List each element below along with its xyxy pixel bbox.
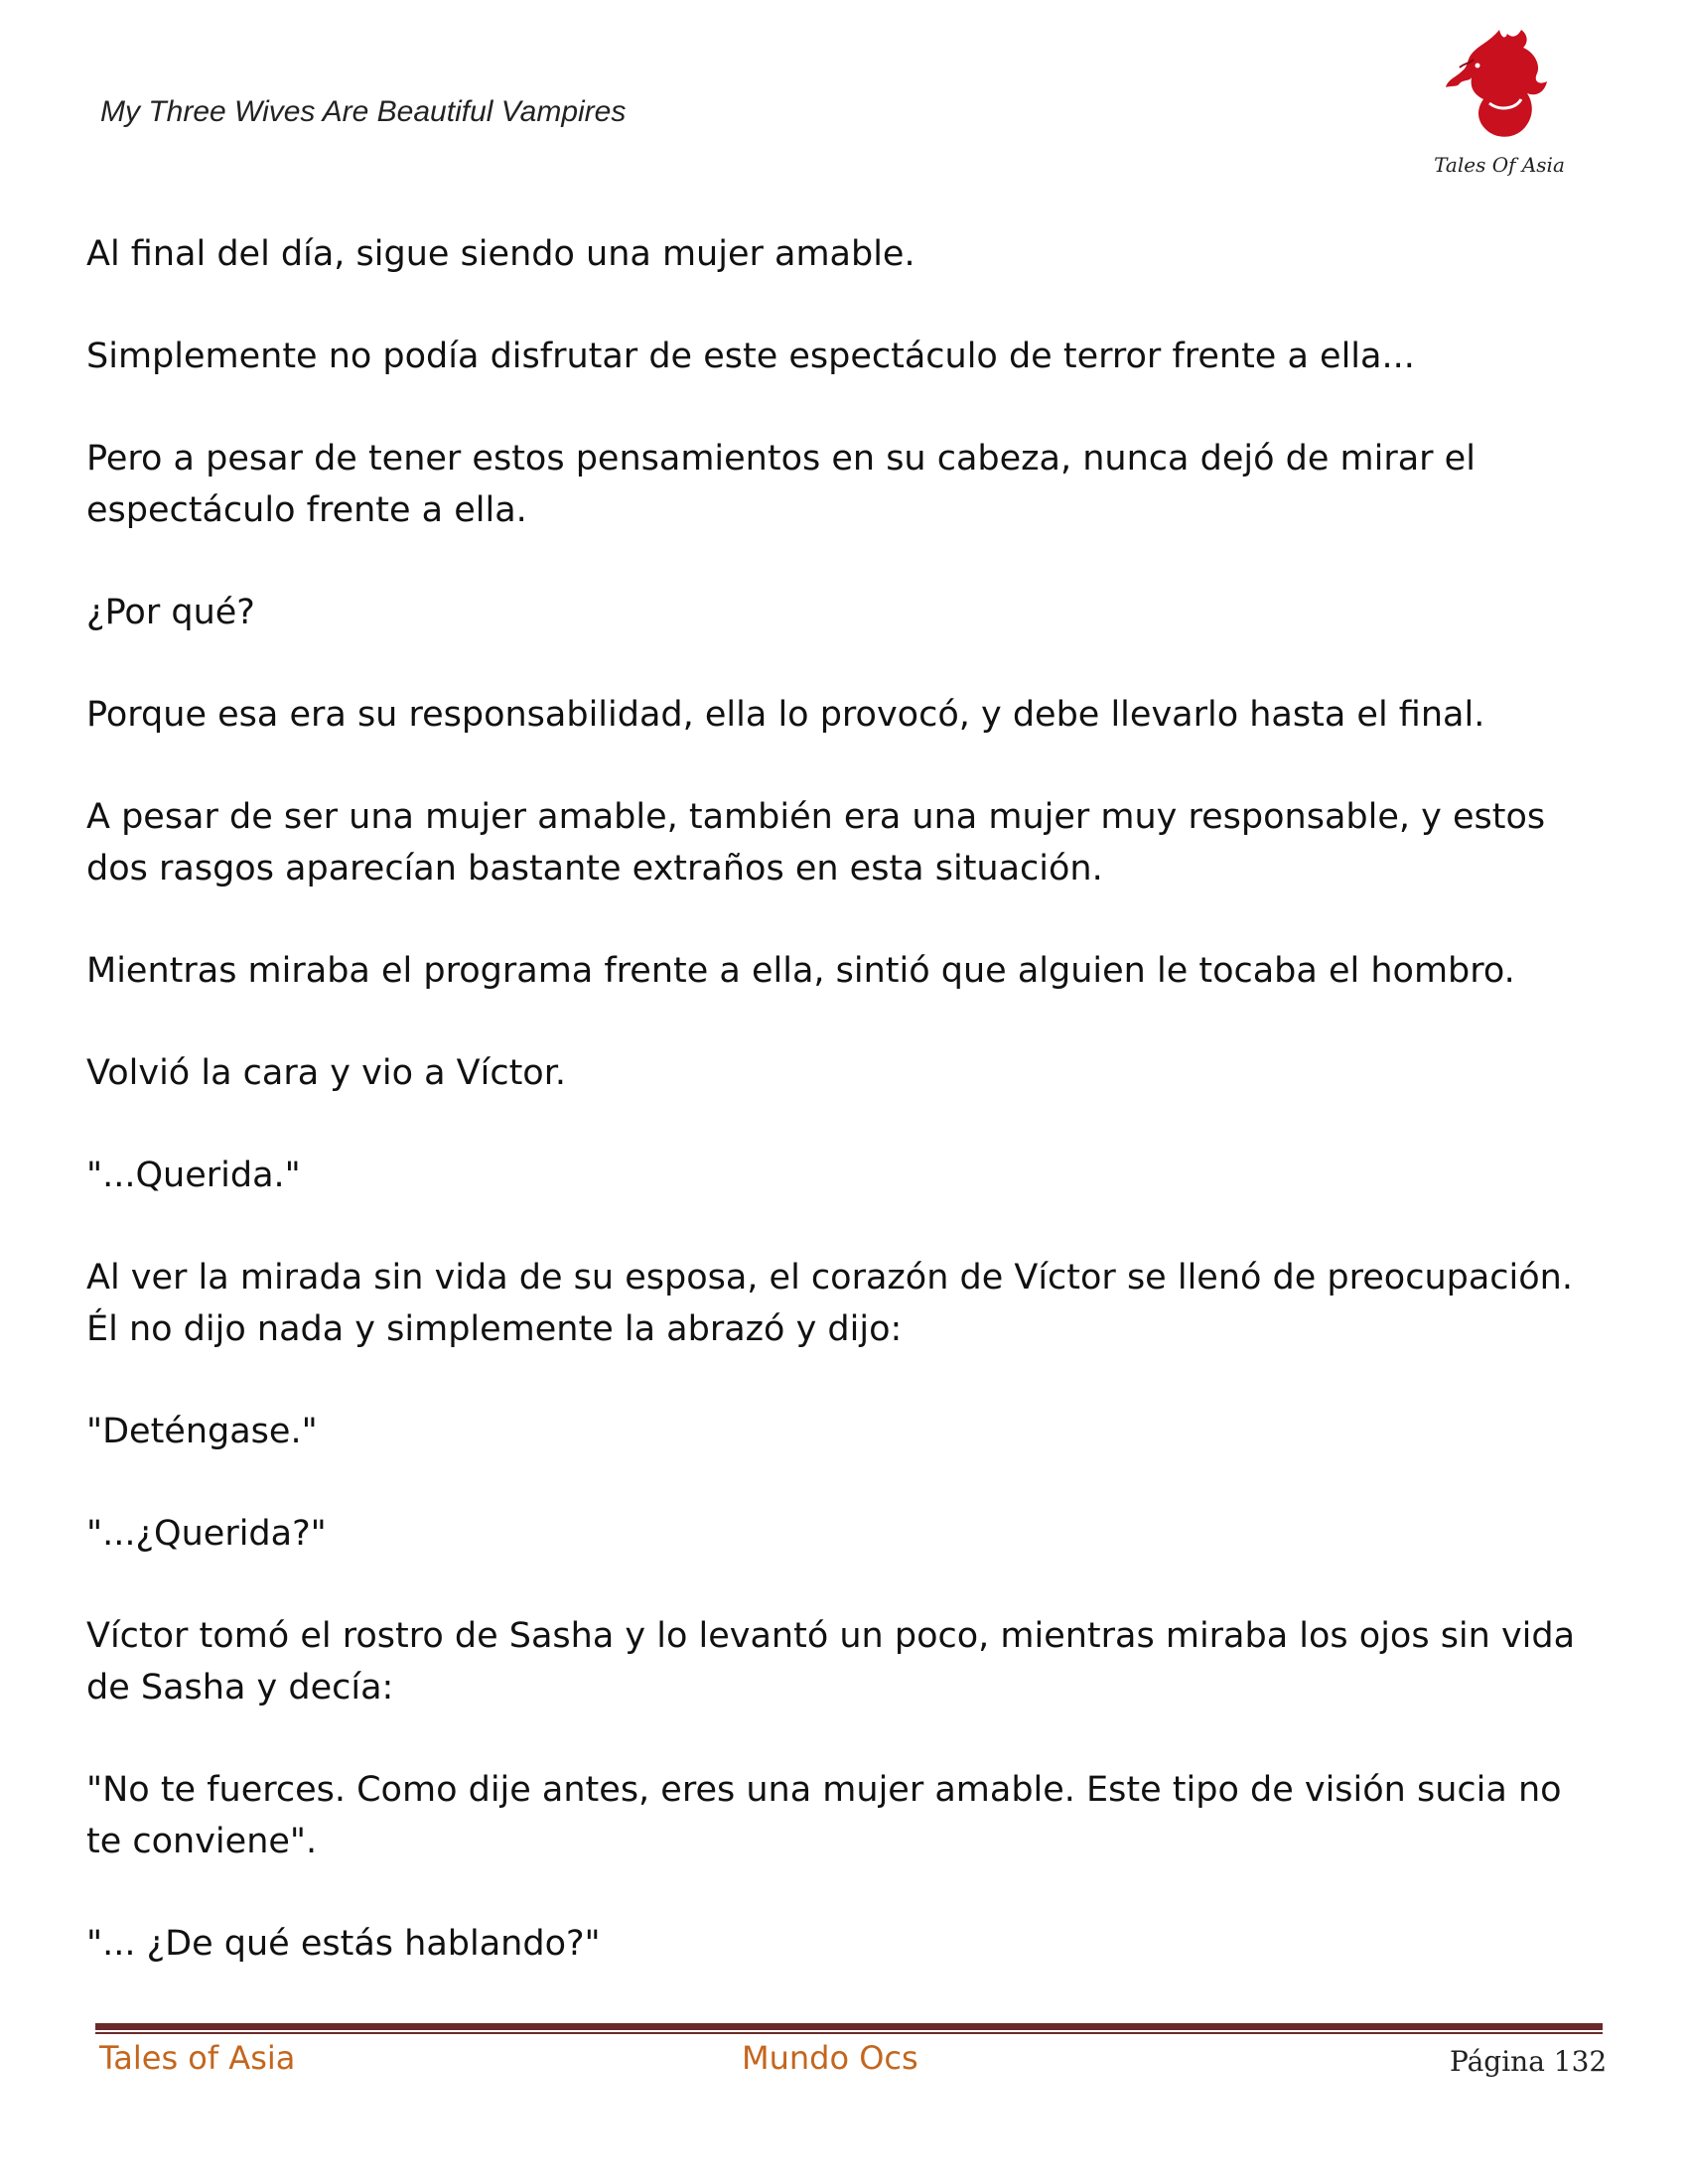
paragraph: Pero a pesar de tener estos pensamientos en su cabeza, nunca dejó de mirar el espectáculo frente a ella. (86, 439, 1476, 530)
footer-divider (95, 2023, 1603, 2035)
footer-translator: Mundo Ocs (742, 2039, 918, 2077)
document-header-title: My Three Wives Are Beautiful Vampires (100, 95, 627, 128)
paragraph: Al ver la mirada sin vida de su esposa, el corazón de Víctor se llenó de preocupación. Él no dijo nada y simplemente la abrazó y dijo: (86, 1258, 1573, 1349)
page-body (86, 228, 1606, 2020)
dragon-icon (1430, 22, 1569, 151)
dragon-logo (1430, 22, 1569, 181)
paragraph: Porque esa era su responsabilidad, ella lo provocó, y debe llevarlo hasta el final. (86, 695, 1485, 735)
paragraph: Mientras miraba el programa frente a ella, sintió que alguien le tocaba el hombro. (86, 951, 1515, 991)
paragraph: Al final del día, sigue siendo una mujer amable. (86, 234, 915, 274)
paragraph: A pesar de ser una mujer amable, también era una mujer muy responsable, y estos dos rasgos aparecían bastante extraños en esta situación. (86, 797, 1546, 888)
footer-publisher: Tales of Asia (99, 2039, 296, 2077)
paragraph: "...Querida." (86, 1156, 301, 1195)
paragraph: "No te fuerces. Como dije antes, eres una mujer amable. Este tipo de visión sucia no te conviene". (86, 1770, 1562, 1861)
logo-caption: Tales Of Asia (1434, 153, 1565, 177)
paragraph: "...¿Querida?" (86, 1514, 327, 1554)
paragraph: ¿Por qué? (86, 593, 255, 632)
paragraph: Simplemente no podía disfrutar de este espectáculo de terror frente a ella... (86, 337, 1415, 376)
paragraph: Volvió la cara y vio a Víctor. (86, 1053, 567, 1093)
paragraph: "... ¿De qué estás hablando?" (86, 1924, 601, 1964)
page-number: Página 132 (1450, 2045, 1608, 2078)
paragraph: "Deténgase." (86, 1412, 318, 1451)
paragraph: Víctor tomó el rostro de Sasha y lo levantó un poco, mientras miraba los ojos sin vida de Sasha y decía: (86, 1616, 1576, 1707)
